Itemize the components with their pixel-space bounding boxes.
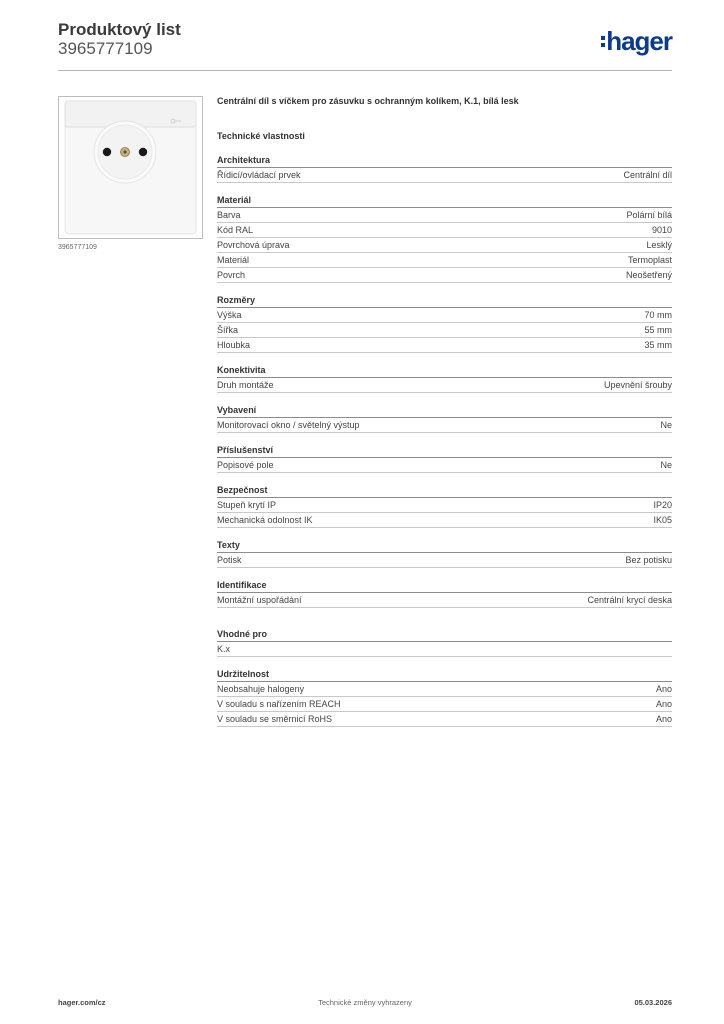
spec-label: Výška	[217, 310, 242, 320]
spec-value: Ano	[655, 699, 672, 709]
section-title: Konektivita	[217, 364, 672, 378]
section-title: Materiál	[217, 194, 672, 208]
spec-label: Stupeň krytí IP	[217, 500, 277, 510]
section-title: Identifikace	[217, 579, 672, 593]
spec-value: Centrální krycí deska	[587, 595, 672, 605]
section-title: Bezpečnost	[217, 484, 672, 498]
spec-row	[217, 208, 672, 223]
spec-row	[217, 593, 672, 608]
spec-value: 9010	[651, 225, 672, 235]
spec-label: Montážní uspořádání	[217, 595, 302, 605]
spec-label: Povrchová úprava	[217, 240, 290, 250]
spec-row	[217, 378, 672, 393]
spec-value: Termoplast	[627, 255, 672, 265]
spec-row	[217, 168, 672, 183]
spec-row	[217, 223, 672, 238]
spec-row	[217, 238, 672, 253]
spec-row	[217, 682, 672, 697]
spec-value: Neošetřený	[625, 270, 672, 280]
footer-date: 05.03.2026	[634, 998, 672, 1007]
spec-row	[217, 418, 672, 433]
spec-value: Lesklý	[646, 240, 672, 250]
spec-value: Ano	[655, 684, 672, 694]
spec-section	[217, 628, 672, 657]
spec-label: V souladu s nařízením REACH	[217, 699, 341, 709]
spec-label: Popisové pole	[217, 460, 274, 470]
spec-row	[217, 712, 672, 727]
spec-row	[217, 338, 672, 353]
spec-label: Šířka	[217, 325, 239, 335]
section-title: Vybavení	[217, 404, 672, 418]
spec-section	[217, 364, 672, 393]
spec-row	[217, 553, 672, 568]
section-title: Rozměry	[217, 294, 672, 308]
section-title: Vhodné pro	[217, 628, 672, 642]
spec-label: Druh montáže	[217, 380, 274, 390]
socket-cover-illustration	[59, 97, 202, 238]
spec-section	[217, 404, 672, 433]
spec-label: Materiál	[217, 255, 250, 265]
spec-row	[217, 253, 672, 268]
spec-label: Potisk	[217, 555, 242, 565]
product-image	[58, 96, 203, 239]
spec-value: Polární bílá	[626, 210, 672, 220]
spec-label: V souladu se směrnicí RoHS	[217, 714, 333, 724]
section-title: Udržitelnost	[217, 668, 672, 682]
spec-section	[217, 539, 672, 568]
spec-value: Ne	[660, 460, 672, 470]
spec-sections	[217, 154, 672, 727]
spec-value: 70 mm	[644, 310, 672, 320]
spec-row	[217, 697, 672, 712]
spec-label: Hloubka	[217, 340, 251, 350]
spec-row	[217, 642, 672, 657]
logo-text: hager	[606, 26, 672, 56]
spec-section	[217, 579, 672, 608]
spec-value: Ne	[660, 420, 672, 430]
spec-label: Barva	[217, 210, 241, 220]
spec-row	[217, 458, 672, 473]
spec-section	[217, 194, 672, 283]
product-name: Centrální díl s víčkem pro zásuvku s ochranným kolíkem, K.1, bílá lesk	[217, 96, 519, 106]
spec-row	[217, 268, 672, 283]
section-title: Příslušenství	[217, 444, 672, 458]
spec-section	[217, 484, 672, 528]
spec-row	[217, 308, 672, 323]
spec-label: Kód RAL	[217, 225, 254, 235]
spec-label: K.x	[217, 644, 231, 654]
product-number: 3965777109	[58, 39, 153, 58]
spec-section	[217, 294, 672, 353]
spec-row	[217, 498, 672, 513]
hager-logo[interactable]	[601, 28, 672, 54]
document-title: Produktový list	[58, 20, 181, 39]
product-details	[217, 94, 672, 727]
section-title: Texty	[217, 539, 672, 553]
footer-disclaimer: Technické změny vyhrazeny	[318, 998, 412, 1007]
spec-row	[217, 323, 672, 338]
spec-row	[217, 513, 672, 528]
spec-value: Ano	[655, 714, 672, 724]
spec-value: Bez potisku	[625, 555, 672, 565]
spec-value: 55 mm	[644, 325, 672, 335]
spec-section	[217, 154, 672, 183]
spec-label: Mechanická odolnost IK	[217, 515, 313, 525]
logo-mark-icon	[601, 36, 605, 47]
spec-label: Monitorovací okno / světelný výstup	[217, 420, 360, 430]
spec-value: 35 mm	[644, 340, 672, 350]
spec-value: Upevnění šrouby	[603, 380, 672, 390]
spec-label: Neobsahuje halogeny	[217, 684, 305, 694]
page-header	[58, 20, 672, 71]
footer-website-link[interactable]: hager.com/cz	[58, 998, 106, 1007]
spec-value: IK05	[653, 515, 672, 525]
spec-label: Povrch	[217, 270, 246, 280]
image-caption: 3965777109	[58, 244, 97, 251]
spec-value: Centrální díl	[623, 170, 672, 180]
section-title: Architektura	[217, 154, 672, 168]
technical-properties-title: Technické vlastnosti	[217, 131, 305, 141]
spec-value: IP20	[653, 500, 672, 510]
spec-label: Řídicí/ovládací prvek	[217, 170, 301, 180]
spec-section	[217, 444, 672, 473]
spec-section	[217, 668, 672, 727]
